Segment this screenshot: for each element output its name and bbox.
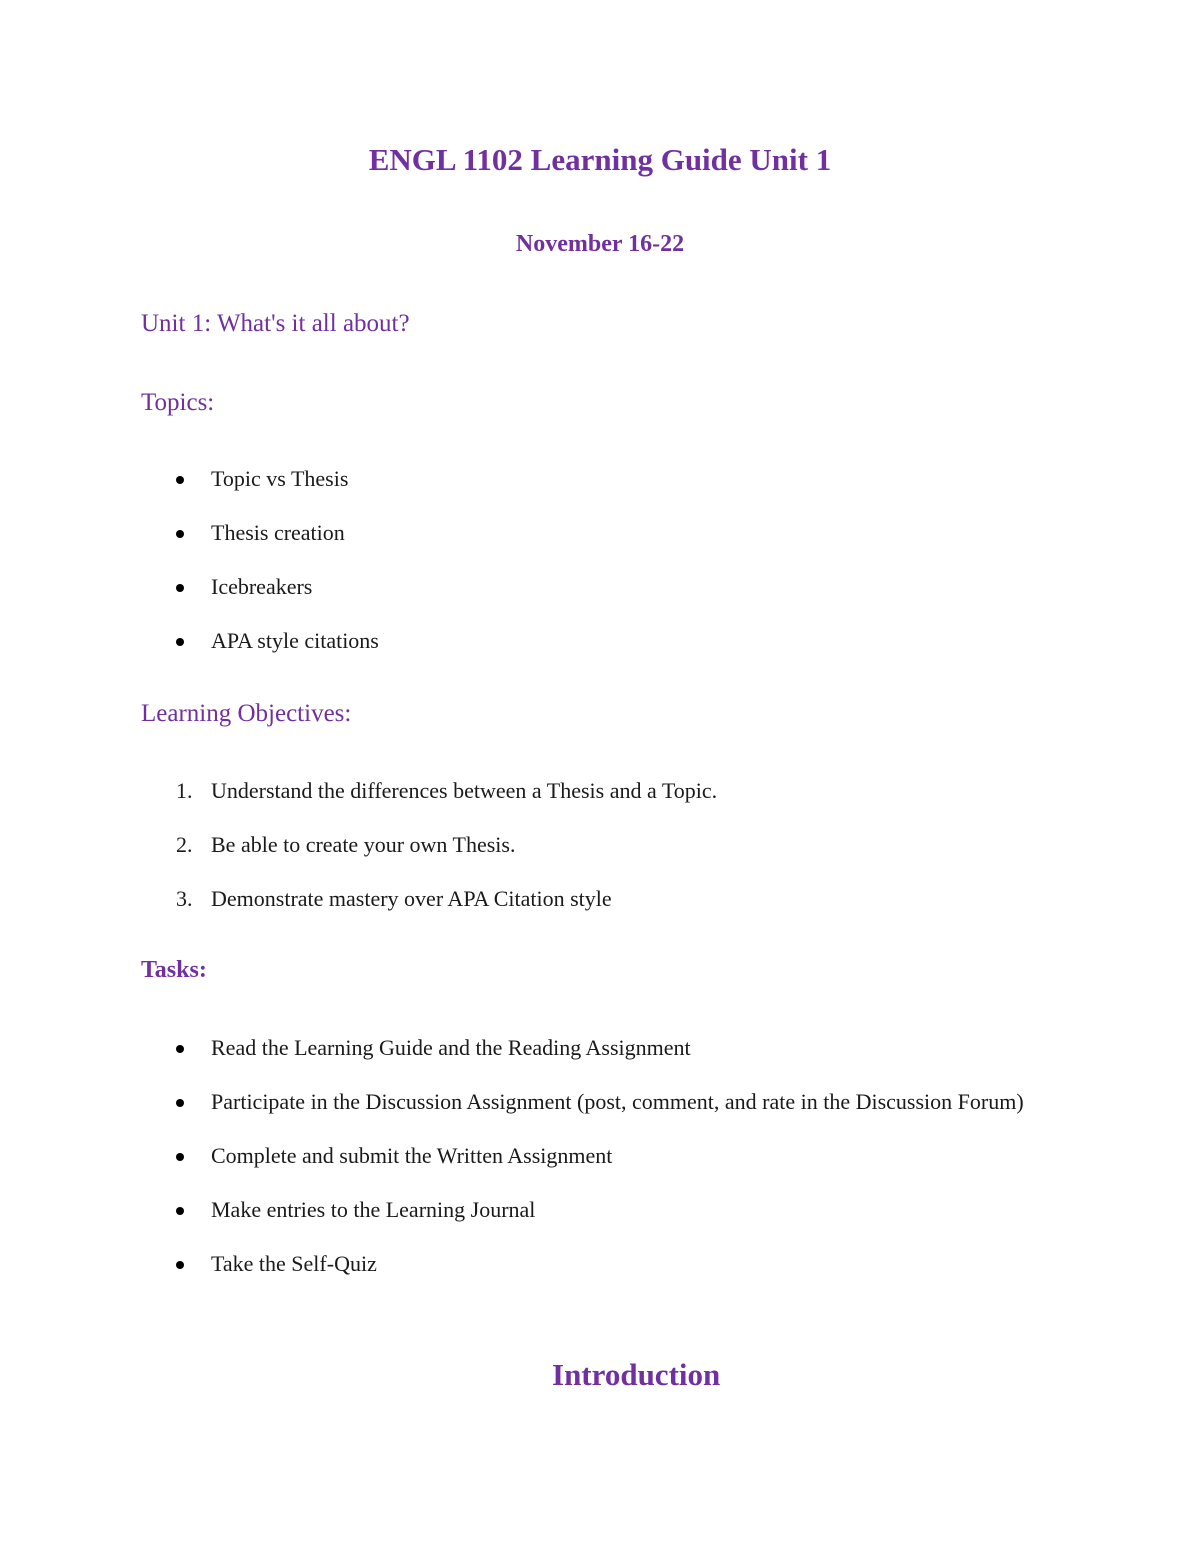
list-item bbox=[0, 614, 1031, 668]
topics-heading: Topics: bbox=[141, 389, 215, 416]
list-item bbox=[0, 1183, 1031, 1237]
list-item-text: Understand the differences between a Thesis and a Topic. bbox=[211, 778, 718, 803]
list-item-text: Take the Self-Quiz bbox=[211, 1251, 377, 1276]
list-item-text: APA style citations bbox=[211, 628, 379, 653]
list-item bbox=[0, 560, 1031, 614]
list-item-text: Complete and submit the Written Assignment bbox=[211, 1143, 613, 1168]
list-item-text: Thesis creation bbox=[211, 520, 345, 545]
list-item bbox=[0, 1021, 1031, 1075]
tasks-heading: Tasks: bbox=[141, 957, 207, 983]
list-item bbox=[0, 506, 1031, 560]
list-item-text: Read the Learning Guide and the Reading Assignment bbox=[211, 1035, 691, 1060]
bullet-icon bbox=[176, 1207, 184, 1215]
list-item bbox=[0, 764, 1031, 818]
list-item-text: Make entries to the Learning Journal bbox=[211, 1197, 536, 1222]
bullet-icon bbox=[176, 530, 184, 538]
bullet-icon bbox=[176, 638, 184, 646]
list-item bbox=[0, 452, 1031, 506]
list-item-text: Be able to create your own Thesis. bbox=[211, 832, 516, 857]
topics-list bbox=[0, 452, 1031, 668]
introduction-heading: Introduction bbox=[552, 1357, 721, 1392]
bullet-icon bbox=[176, 1153, 184, 1161]
list-item-text: Topic vs Thesis bbox=[211, 466, 349, 491]
list-item-text: Participate in the Discussion Assignment (post, comment, and rate in the Discussion Forum) bbox=[211, 1089, 1024, 1114]
list-item bbox=[0, 1129, 1031, 1183]
list-item bbox=[0, 818, 1031, 872]
objectives-list bbox=[0, 764, 1031, 926]
date-range: November 16-22 bbox=[515, 231, 685, 257]
bullet-icon bbox=[176, 476, 184, 484]
document-title: ENGL 1102 Learning Guide Unit 1 bbox=[368, 142, 832, 177]
item-number: 2. bbox=[176, 832, 193, 857]
tasks-list bbox=[0, 1021, 1031, 1291]
bullet-icon bbox=[176, 1045, 184, 1053]
item-number: 3. bbox=[176, 886, 193, 911]
unit-heading: Unit 1: What's it all about? bbox=[141, 310, 410, 337]
item-number: 1. bbox=[176, 778, 193, 803]
list-item bbox=[0, 872, 1031, 926]
list-item bbox=[0, 1075, 1031, 1129]
list-item-text: Demonstrate mastery over APA Citation style bbox=[211, 886, 612, 911]
bullet-icon bbox=[176, 1261, 184, 1269]
objectives-heading: Learning Objectives: bbox=[141, 700, 352, 727]
bullet-icon bbox=[176, 584, 184, 592]
list-item bbox=[0, 1237, 1031, 1291]
bullet-icon bbox=[176, 1099, 184, 1107]
list-item-text: Icebreakers bbox=[211, 574, 313, 599]
